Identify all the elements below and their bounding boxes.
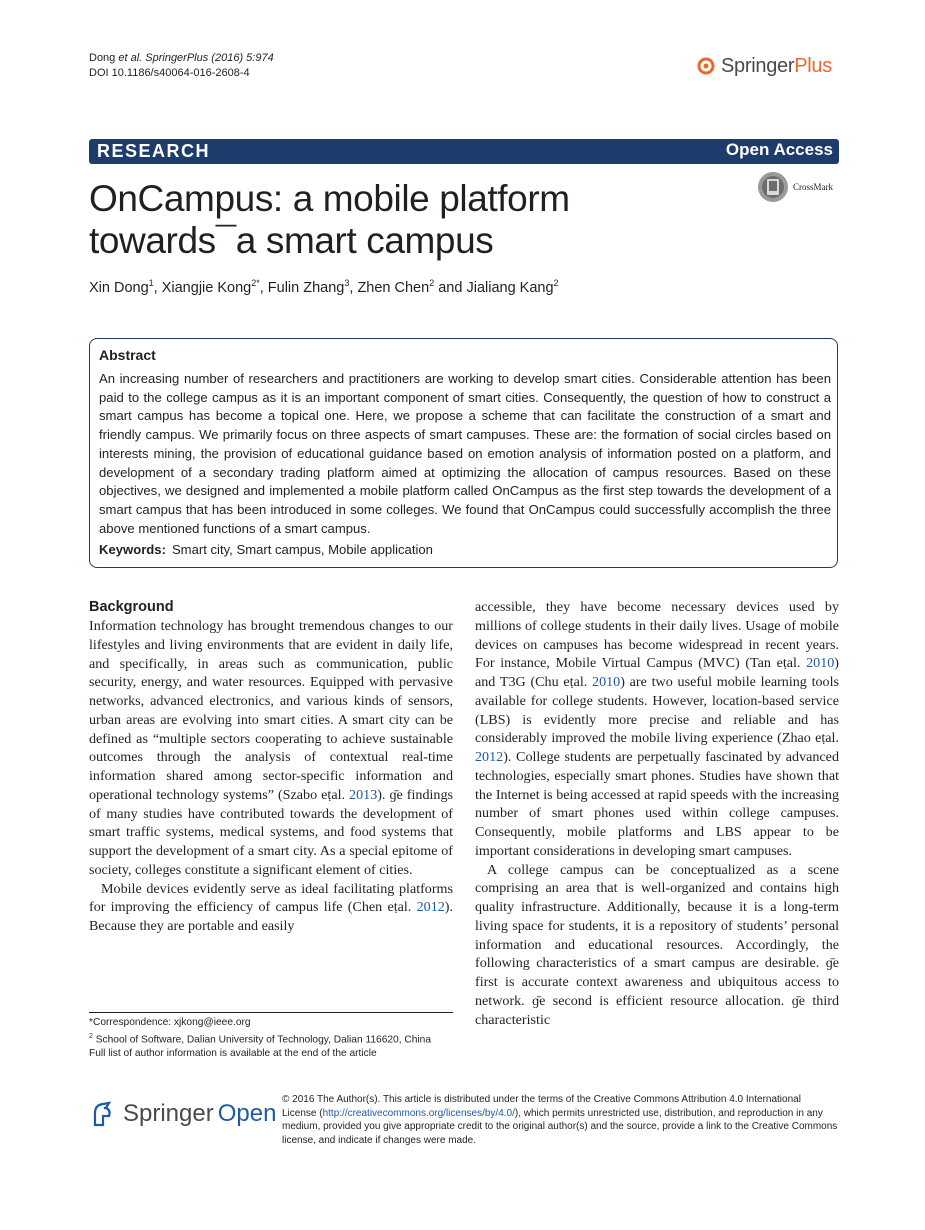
open-access-label: Open Access — [725, 140, 833, 159]
footnote-divider — [89, 1012, 453, 1013]
citation-link[interactable]: 2010 — [592, 674, 621, 690]
affiliation: $^2$ School of Software, Dalian University of Technology, Dalian 116620, China — [89, 1033, 431, 1046]
body-column-right — [475, 598, 839, 1029]
doi: DOI 10.1186/s40064-016-2608-4 — [89, 67, 250, 79]
body-paragraph: A college campus can be conceptualized as a scene comprising an area that is well-organized and contains high quality infrastructure. Additionally, because it is a long-term living space for students, it is a repository of students’ personal information and educational resources. Accordingly, the following characteristics of a smart campus are desirable. ɡ̄e first is accurate context awareness and ubiquitous access to network. ɡ̄e second is efficient resource allocation. ɡ̄e third characteristic — [475, 861, 839, 1028]
keywords-line — [99, 542, 433, 557]
springer-horse-icon — [89, 1099, 115, 1129]
springer-horse-icon — [697, 57, 715, 75]
footnotes — [89, 1016, 453, 1061]
springerplus-logo: Springer Plus — [697, 51, 832, 81]
keywords-label: Keywords: — [99, 542, 166, 557]
crossmark-icon — [757, 171, 789, 203]
abstract-text: An increasing number of researchers and practitioners are working to develop smart cities. Considerable attention has been paid to the college campus as it is an important component of smart cities. Consequently, the question of how to construct a smart campus has become a topical one. Here, we propose a scheme that can facilitate the construction of a smart and friendly campus. We primarily focus on three aspects of smart campuses. These are: the formation of social circles based on interests mining, the provision of educational guidance based on emotion analysis of information posted on a platform, and development of a secondary trading platform aimed at optimizing the allocation of campus resources. Based on these objectives, we designed and implemented a mobile platform called OnCampus as the first step towards the development of a smart campus that has been introduced in some colleges. We found that OnCampus could successfully accomplish the three above mentioned functions of a smart campus. — [99, 371, 831, 536]
article-type-label: RESEARCH — [97, 141, 211, 161]
article-type-banner — [89, 139, 839, 164]
springeropen-logo: Springer Open — [89, 1096, 276, 1132]
author-list: Xin Dong$^1$, Xiangjie Kong$^{2*}$, Fulin Zhang$^3$, Zhen Chen$^2$ and Jialiang Kang$^2$ — [89, 278, 559, 296]
body-paragraph: Mobile devices evidently serve as ideal facilitating platforms for improving the efficiency of campus life (Chen eṭal. 2012). Because they are portable and easily — [89, 880, 453, 934]
license-text: © 2016 The Author(s). This article is distributed under the terms of the Creative Commons Attribution 4.0 International License (http://creativecommons.org/licenses/by/4.0/), which permits unrestricted use, distribution, and reproduction in any medium, provided you give appropriate credit to the original author(s) and the source, provide a link to the Creative Commons license, and indicate if changes were made. — [282, 1094, 838, 1146]
keywords-value: Smart city, Smart campus, Mobile application — [171, 542, 433, 557]
citation-link[interactable]: 2012 — [475, 749, 504, 765]
section-heading-background: Background — [89, 599, 174, 615]
citation-block — [89, 51, 274, 81]
body-column-left — [89, 598, 453, 936]
license-link[interactable]: http://creativecommons.org/licenses/by/4.0/ — [322, 1107, 515, 1119]
body-paragraph: accessible, they have become necessary devices used by millions of college students in their daily lives. Usage of mobile devices on campuses has become widespread in recent years. For instance, Mobile Virtual Campus (MVC) (Tan eṭal. 2010) and T3G (Chu eṭal. 2010) are two useful mobile learning tools available for college students. However, location-based service (LBS) is evidently more precise and reliable and has considerably improved the mobile living experience (Zhao eṭal. 2012). College students are perpetually fascinated by advanced technologies, especially smart phones. Studies have shown that the Internet is being accessed at rapid speeds with the increasing number of smart phones used within college campuses. Consequently, mobile platforms and LBS appear to be important considerations in developing smart campuses. — [475, 599, 839, 859]
correspondence: *Correspondence: xjkong@ieee.org — [89, 1017, 251, 1028]
body-paragraph: Information technology has brought tremendous changes to our lifestyles and living environments that are evident in daily life, and specifically, in areas such as communication, public security, energy, and water resources. Equipped with pervasive networks, advanced electronics, and various kinds of sensors, urban areas are evolving into smart cities. A smart city can be defined as “multiple sectors cooperating to achieve sustainable outcomes through the analysis of contextual real-time information shared among sector-specific information and operational technology systems” (Szabo eṭal. 2013). ɡ̄e findings of many studies have contributed towards the development of smart traffic systems, medical systems, and food systems that support the development of a smart city. As a special epitome of society, colleges constitute a significant element of cities. — [89, 618, 454, 878]
article-title: OnCampus: a mobile platform towards¯a smart campus — [89, 178, 570, 261]
author-info-note: Full list of author information is available at the end of the article — [89, 1048, 377, 1060]
crossmark-badge[interactable]: CrossMark — [757, 170, 833, 204]
abstract-box — [89, 338, 838, 568]
citation-link[interactable]: 2013 — [349, 786, 378, 803]
citation-link[interactable]: 2012 — [416, 899, 445, 916]
abstract-heading: Abstract — [99, 347, 156, 363]
citation-link[interactable]: 2010 — [806, 655, 835, 672]
citation-line: Dong et al. SpringerPlus (2016) 5:974 — [89, 52, 274, 64]
